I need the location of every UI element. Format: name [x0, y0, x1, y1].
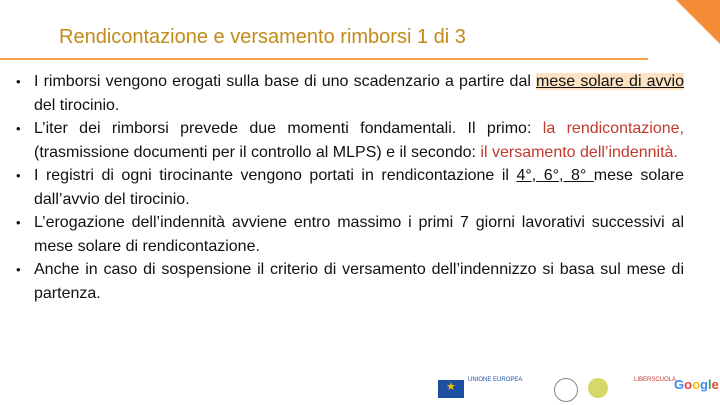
liberscuola-logo: LIBERSCUOLA	[634, 377, 677, 383]
underlined-text: 4°, 6°, 8°	[516, 167, 594, 184]
slide-content	[16, 70, 684, 305]
bullet-text: del tirocinio.	[34, 96, 120, 114]
bullet-text: I rimborsi vengono erogati sulla base di uno scadenzario a partire dal	[34, 73, 537, 90]
google-letter: o	[684, 377, 693, 392]
google-logo	[674, 377, 719, 403]
bullet-text: (trasmissione documenti per il controllo al MLPS) e il secondo:	[34, 143, 481, 161]
garanzia-giovani-logo-icon	[588, 378, 608, 398]
list-item	[16, 258, 684, 305]
google-letter: g	[700, 377, 708, 392]
emphasis-text: la rendicontazione,	[542, 120, 685, 137]
bullet-text: I registri di ogni tirocinante vengono portati in rendicontazione il	[34, 167, 517, 184]
page-title: Rendicontazione e versamento rimborsi 1 di 3	[59, 26, 466, 48]
bullet-text: Anche in caso di sospensione il criterio di versamento dell’indennizzo si basa sul mese di partenza.	[34, 261, 684, 302]
bullet-list	[16, 70, 684, 305]
emphasis-text: il versamento dell’indennità.	[480, 143, 678, 161]
list-item	[16, 70, 684, 117]
title-bar	[0, 0, 648, 60]
bullet-text: mese solare dall’avvio del tirocinio.	[34, 167, 684, 208]
google-letter: G	[674, 377, 685, 392]
bullet-text: L’erogazione dell’indennità avviene entro massimo i primi 7 giorni lavorativi successivi al mese solare di rendicontazione.	[34, 214, 684, 255]
bullet-text: L’iter dei rimborsi prevede due momenti fondamentali. Il primo:	[34, 120, 543, 137]
corner-decoration	[676, 0, 720, 44]
ministry-seal-icon	[554, 378, 578, 402]
list-item	[16, 117, 684, 164]
list-item	[16, 211, 684, 258]
footer-logos	[436, 375, 720, 405]
google-letter: e	[711, 377, 719, 392]
eu-flag-icon	[438, 380, 464, 398]
eu-label: UNIONE EUROPEA	[468, 377, 523, 383]
list-item	[16, 164, 684, 211]
highlighted-text: mese solare di avvio	[536, 73, 684, 90]
google-letter: o	[692, 377, 701, 392]
google-letter: l	[707, 377, 712, 392]
